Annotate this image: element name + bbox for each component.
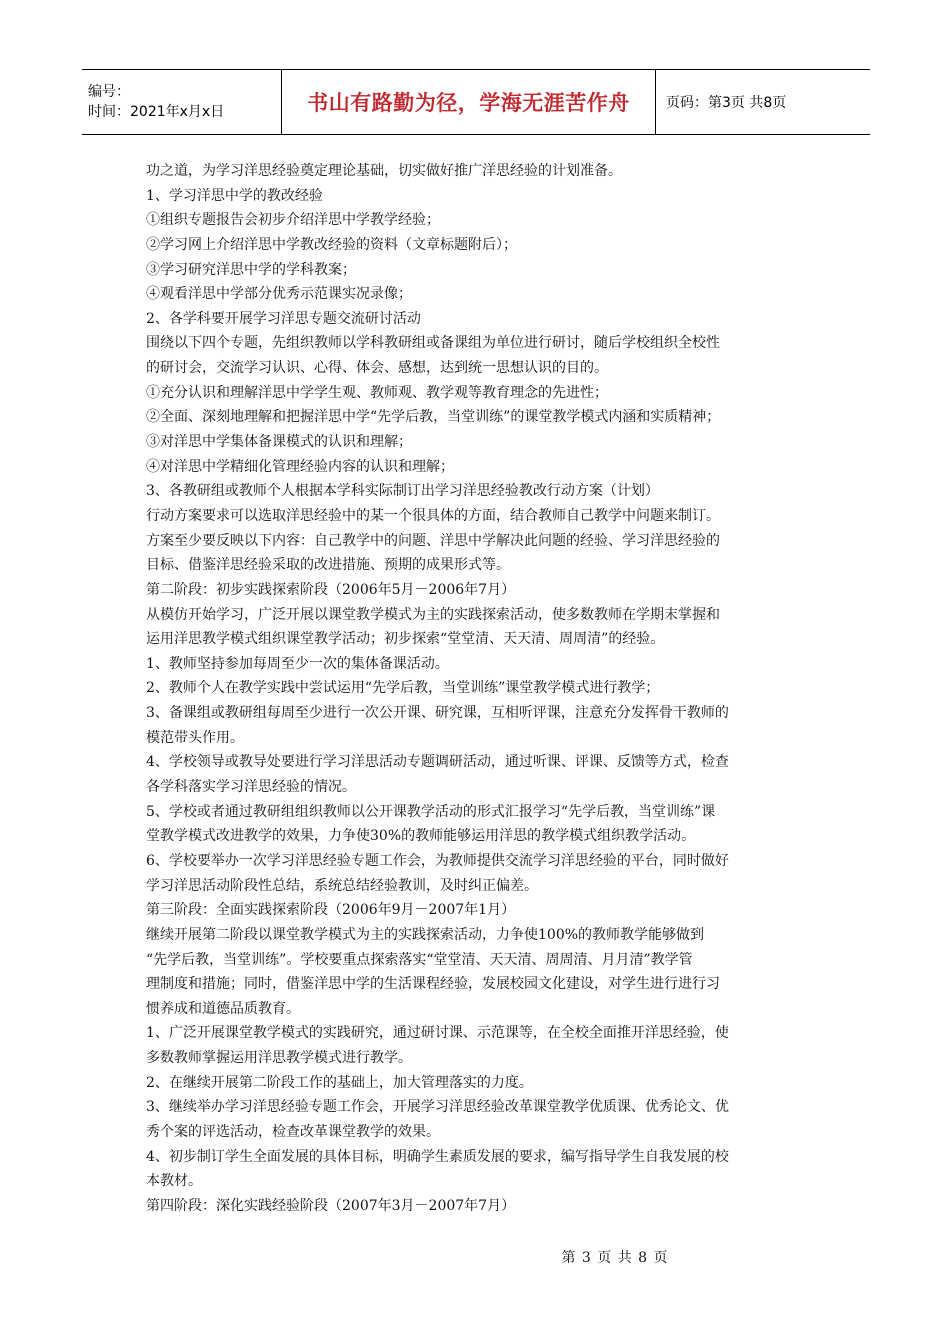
body-line: “先学后教，当堂训练”。学校要重点探索落实“堂堂清、天天清、周周清、月月清”教学管 (146, 951, 693, 968)
body-line: 惯养成和道德品质教育。 (146, 1000, 300, 1017)
body-line: 秀个案的评选活动，检查改革课堂教学的效果。 (146, 1123, 440, 1140)
body-line: 方案至少要反映以下内容：自己教学中的问题、洋思中学解决此问题的经验、学习洋思经验的 (146, 532, 720, 549)
body-line: 5、学校或者通过教研组组织教师以公开课教学活动的形式汇报学习“先学后教，当堂训练”课 (146, 803, 716, 820)
body-line: 6、学校要举办一次学习洋思经验专题工作会，为教师提供交流学习洋思经验的平台，同时做好 (146, 852, 729, 869)
body-line: 2、在继续开展第二阶段工作的基础上，加大管理落实的力度。 (146, 1074, 533, 1091)
body-line: 3、备课组或教研组每周至少进行一次公开课、研究课，互相听评课，注意充分发挥骨干教师的 (146, 705, 729, 722)
body-line: 4、学校领导或教导处要进行学习洋思活动专题调研活动，通过听课、评课、反馈等方式，检查 (146, 754, 729, 771)
header-motto-cell (282, 70, 656, 134)
body-line: 运用洋思教学模式组织课堂教学活动；初步探索“堂堂清、天天清、周周清”的经验。 (146, 631, 665, 648)
body-line: 3、继续举办学习洋思经验专题工作会，开展学习洋思经验改革课堂教学优质课、优秀论文、优 (146, 1099, 729, 1116)
document-body (146, 159, 816, 1219)
body-line: ③学习研究洋思中学的学科教案； (146, 261, 356, 278)
body-line: 2、各学科要开展学习洋思专题交流研讨活动 (146, 310, 421, 327)
body-line: 从模仿开始学习，广泛开展以课堂教学模式为主的实践探索活动，使多数教师在学期末掌握和 (146, 606, 720, 623)
page-header (82, 69, 870, 135)
header-page-code-cell (656, 70, 870, 134)
header-motto: 书山有路勤为径，学海无涯苦作舟 (307, 91, 630, 115)
body-line: 1、教师坚持参加每周至少一次的集体备课活动。 (146, 655, 449, 672)
body-line: 本教材。 (146, 1173, 202, 1190)
body-line: ④对洋思中学精细化管理经验内容的认识和理解； (146, 458, 454, 475)
page-code: 页码：第3页 共8页 (666, 95, 787, 111)
body-line: 第四阶段：深化实践经验阶段（2007年3月－2007年7月） (146, 1197, 516, 1214)
number-label: 编号： (88, 84, 130, 100)
body-line: ②学习网上介绍洋思中学教改经验的资料（文章标题附后）； (146, 236, 517, 253)
body-line: 第二阶段：初步实践探索阶段（2006年5月－2006年7月） (146, 581, 516, 598)
body-line: 1、广泛开展课堂教学模式的实践研究，通过研讨课、示范课等，在全校全面推开洋思经验，使 (146, 1025, 729, 1042)
body-line: ①组织专题报告会初步介绍洋思中学教学经验； (146, 212, 440, 229)
body-line: 4、初步制订学生全面发展的具体目标，明确学生素质发展的要求，编写指导学生自我发展的校 (146, 1148, 729, 1165)
footer-page-number: 第 3 页 共 8 页 (561, 1250, 669, 1266)
body-line: 模范带头作用。 (146, 729, 244, 746)
body-line: ②全面、深刻地理解和把握洋思中学“先学后教，当堂训练”的课堂教学模式内涵和实质精神； (146, 409, 721, 426)
body-line: 继续开展第二阶段以课堂教学模式为主的实践探索活动，力争使100%的教师教学能够做到 (146, 926, 705, 943)
body-line: 学习洋思活动阶段性总结，系统总结经验教训，及时纠正偏差。 (146, 877, 538, 894)
header-meta (82, 70, 282, 134)
body-line: ③对洋思中学集体备课模式的认识和理解； (146, 434, 412, 451)
body-line: 2、教师个人在教学实践中尝试运用“先学后教，当堂训练”课堂教学模式进行教学； (146, 680, 660, 697)
body-line: 多数教师掌握运用洋思教学模式进行教学。 (146, 1050, 412, 1067)
body-line: 的研讨会，交流学习认识、心得、体会、感想，达到统一思想认识的目的。 (146, 360, 608, 377)
body-line: 1、学习洋思中学的教改经验 (146, 187, 323, 204)
body-line: 目标、借鉴洋思经验采取的改进措施、预期的成果形式等。 (146, 557, 510, 574)
body-line: ④观看洋思中学部分优秀示范课实况录像； (146, 286, 412, 303)
body-line: ①充分认识和理解洋思中学学生观、教师观、教学观等教育理念的先进性； (146, 384, 608, 401)
body-line: 堂教学模式改进教学的效果，力争使30%的教师能够运用洋思的教学模式组织教学活动。 (146, 828, 696, 845)
body-line: 功之道，为学习洋思经验奠定理论基础，切实做好推广洋思经验的计划准备。 (146, 163, 622, 179)
page-footer (0, 1247, 950, 1267)
time-label: 时间：2021年x月x日 (88, 104, 225, 120)
body-line: 围绕以下四个专题，先组织教师以学科教研组或备课组为单位进行研讨，随后学校组织全校性 (146, 335, 720, 352)
body-line: 第三阶段：全面实践探索阶段（2006年9月－2007年1月） (146, 902, 516, 919)
body-line: 行动方案要求可以选取洋思经验中的某一个很具体的方面，结合教师自己教学中问题来制订。 (146, 507, 720, 524)
body-line: 3、各教研组或教师个人根据本学科实际制订出学习洋思经验教改行动方案（计划） (146, 483, 659, 500)
body-line: 理制度和措施；同时，借鉴洋思中学的生活课程经验，发展校园文化建设，对学生进行进行习 (146, 976, 720, 993)
body-line: 各学科落实学习洋思经验的情况。 (146, 779, 356, 796)
